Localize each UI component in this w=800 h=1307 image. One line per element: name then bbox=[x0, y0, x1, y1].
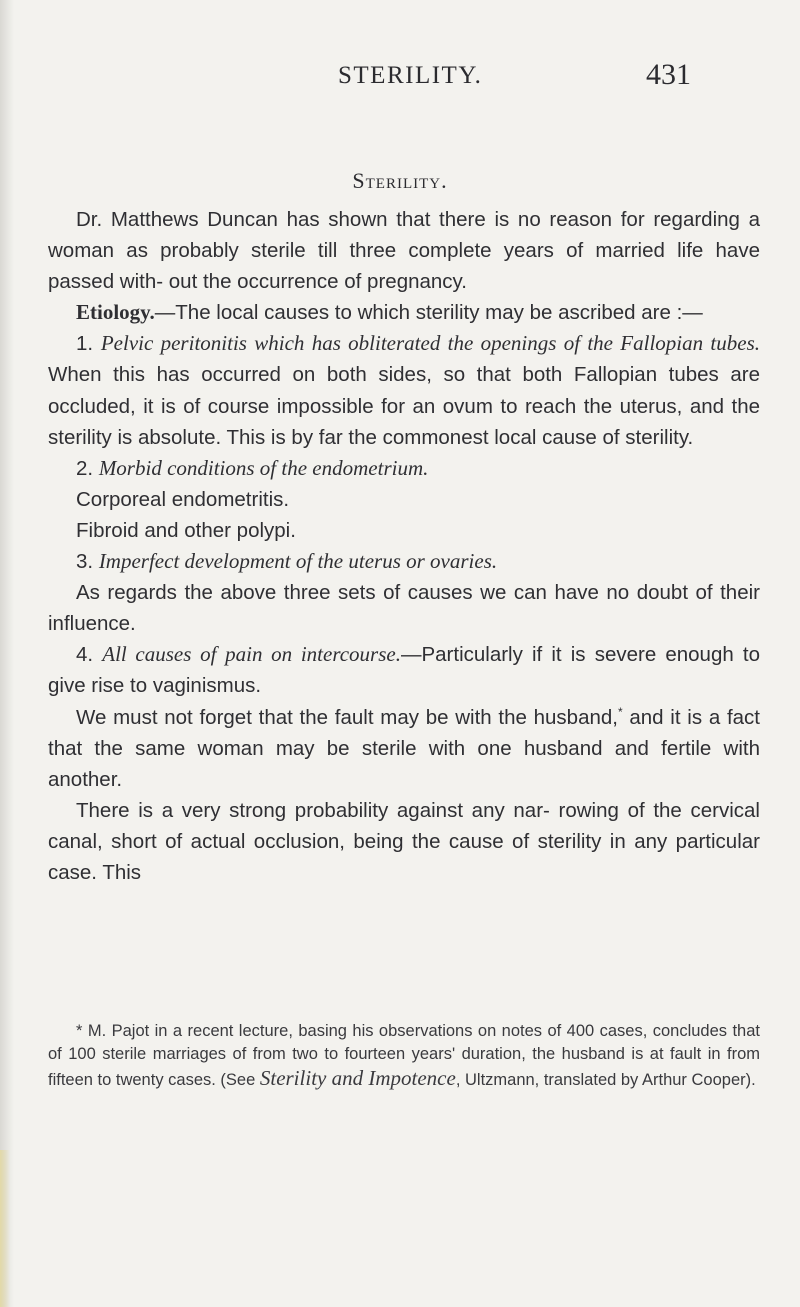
item-number: 1. bbox=[76, 332, 94, 356]
item-text: —Particularly if it is severe enough to give rise to vaginismus. bbox=[48, 643, 760, 698]
running-title: STERILITY. bbox=[338, 62, 483, 89]
paragraph-intro: Dr. Matthews Duncan has shown that there is no reason for regarding a woman as probably sterile till three complete years of married life have passed with- out the occurrence of pregnancy. bbox=[48, 208, 760, 294]
footnote-text bbox=[48, 1020, 760, 1092]
item-text: When this has occurred on both sides, so that both Fallopian tubes are occluded, it is of course impossible for an ovum to reach the uterus, and the sterility is absolute. This is by far the commonest local cause of sterility. bbox=[48, 363, 760, 449]
footnote-marker: * bbox=[617, 704, 623, 719]
item-title: Morbid conditions of the endometrium. bbox=[98, 455, 429, 480]
etiology-label: Etiology. bbox=[76, 300, 155, 325]
paragraph-husband bbox=[48, 702, 760, 795]
page-edge-stain bbox=[0, 1150, 10, 1307]
footnote bbox=[48, 1020, 760, 1092]
section-title: Sterility. bbox=[352, 168, 448, 193]
page-number: 431 bbox=[646, 58, 691, 91]
body-text bbox=[48, 204, 760, 888]
item-title: Imperfect development of the uterus or ovaries. bbox=[98, 549, 498, 574]
page-edge-shadow bbox=[0, 0, 14, 1307]
list-item-3 bbox=[48, 546, 760, 577]
list-subitem: Corporeal endometritis. bbox=[76, 487, 290, 511]
paragraph-text: and it is a fact that the same woman may be sterile with one husband and fertile with another. bbox=[48, 705, 760, 791]
paragraph-regards: As regards the above three sets of causes we can have no doubt of their influence. bbox=[48, 581, 760, 636]
paragraph-text: We must not forget that the fault may be with the husband, bbox=[76, 705, 618, 729]
item-number: 4. bbox=[76, 643, 94, 667]
list-item-2 bbox=[48, 453, 760, 484]
footnote-part: , Ultzmann, translated by Arthur Cooper). bbox=[455, 1070, 756, 1089]
item-title: Pelvic peritonitis which has obliterated the openings of the Fallopian tubes. bbox=[100, 331, 760, 356]
item-number: 2. bbox=[76, 456, 94, 480]
paragraph-etiology bbox=[48, 297, 760, 328]
item-number: 3. bbox=[76, 550, 94, 574]
list-item-4 bbox=[48, 639, 760, 701]
paragraph-narrowing: There is a very strong probability against any nar- rowing of the cervical canal, short of actual occlusion, being the cause of sterility in any particular case. This bbox=[48, 798, 760, 884]
list-subitem: Fibroid and other polypi. bbox=[76, 518, 296, 542]
footnote-part: * M. Pajot in a recent lecture, basing his observations on notes of 400 cases, concludes that of 100 sterile marriages of from two to fourteen years' duration, the husband is at fault in from fifteen to twenty cases. (See bbox=[48, 1022, 760, 1089]
item-title: All causes of pain on intercourse. bbox=[102, 642, 401, 667]
etiology-text: —The local causes to which sterility may be ascribed are :— bbox=[154, 301, 703, 325]
list-item-1 bbox=[48, 328, 760, 452]
page-header bbox=[0, 58, 800, 98]
footnote-cited-title: Sterility and Impotence bbox=[259, 1065, 456, 1090]
